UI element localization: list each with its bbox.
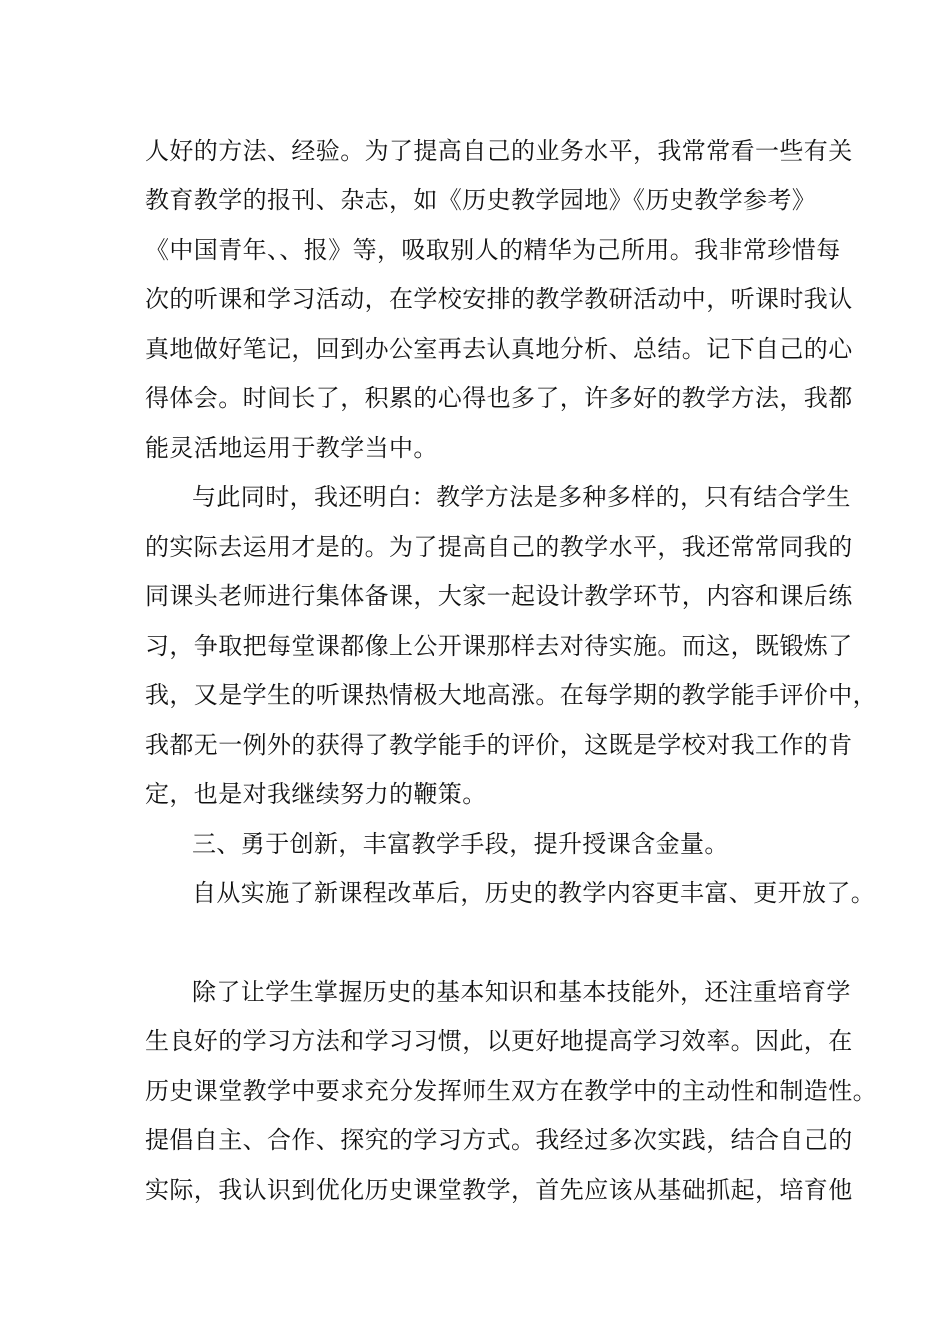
paragraph-first-line: 除了让学生掌握历史的基本知识和基本技能外，还注重培育学 [192,978,851,1006]
text-line: 能灵活地运用于教学当中。 [145,434,438,462]
text-line: 次的听课和学习活动，在学校安排的教学教研活动中，听课时我认 [145,285,853,313]
text-line: 历史课堂教学中要求充分发挥师生双方在教学中的主动性和制造性。 [145,1077,877,1105]
text-line: 的实际去运用才是的。为了提高自己的教学水平，我还常常同我的 [145,533,853,561]
section-heading: 三、勇于创新，丰富教学手段，提升授课含金量。 [192,830,729,858]
text-line: 定，也是对我继续努力的鞭策。 [145,780,487,808]
text-line: 人好的方法、经验。为了提高自己的业务水平，我常常看一些有关 [145,137,853,165]
text-line: 教育教学的报刊、杂志，如《历史教学园地》《历史教学参考》 [145,186,817,214]
paragraph-first-line: 与此同时，我还明白：教学方法是多种多样的，只有结合学生 [192,483,851,511]
text-line: 生良好的学习方法和学习习惯，以更好地提高学习效率。因此，在 [145,1027,853,1055]
paragraph-first-line: 自从实施了新课程改革后，历史的教学内容更丰富、更开放了。 [192,879,876,907]
text-line: 习，争取把每堂课都像上公开课那样去对待实施。而这，既锻炼了 [145,632,853,660]
text-line: 得体会。时间长了，积累的心得也多了，许多好的教学方法，我都 [145,384,853,412]
text-line: 同课头老师进行集体备课，大家一起设计教学环节，内容和课后练 [145,582,853,610]
text-line: 我都无一例外的获得了教学能手的评价，这既是学校对我工作的肯 [145,731,853,759]
text-line: 提倡自主、合作、探究的学习方式。我经过多次实践，结合自己的 [145,1126,853,1154]
text-line: 我，又是学生的听课热情极大地高涨。在每学期的教学能手评价中， [145,681,877,709]
text-line: 《中国青年、、报》等，吸取别人的精华为己所用。我非常珍惜每 [145,236,841,264]
text-line: 真地做好笔记，回到办公室再去认真地分析、总结。记下自己的心 [145,335,853,363]
text-line: 实际，我认识到优化历史课堂教学，首先应该从基础抓起，培育他 [145,1176,853,1204]
